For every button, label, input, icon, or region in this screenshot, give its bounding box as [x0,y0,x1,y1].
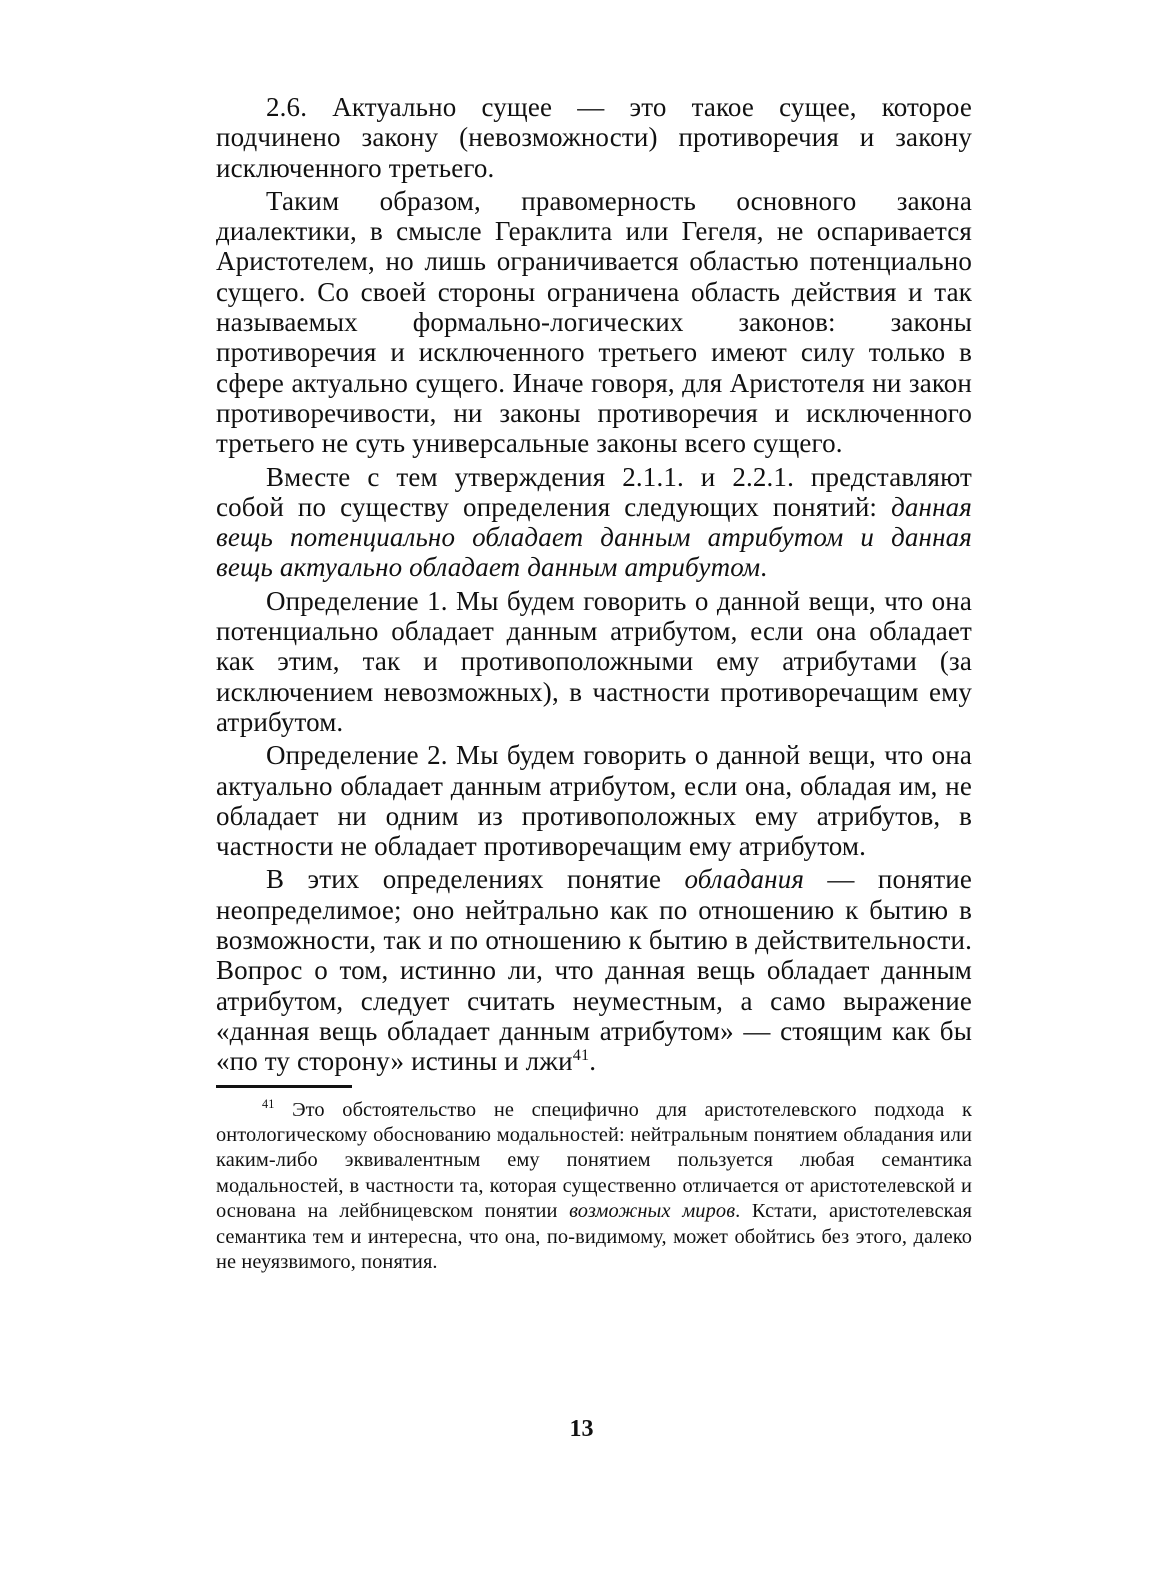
paragraph-text: Определение 1. Мы будем говорить о данной вещи, что она потенциально обладает данным атрибутом, если она обладает как этим, так и противоположными ему атрибутами (за исключением невозможных), в частности противоречащим ему атрибутом. [216,585,972,737]
footnote-emphasis: возможных миров [569,1200,736,1223]
footnote-reference[interactable]: 41 [572,1046,590,1065]
paragraph-text: Таким образом, правомерность основного закона диалектики, в смысле Гераклита или Гегеля, не оспаривается Аристотелем, но лишь ограничивается областью потенциально сущего. Со своей стороны ограничена область действия и так называемых формально-логических законов: законы противоречия и исключенного третьего имеют силу только в сфере актуально сущего. Иначе говоря, для Аристотеля ни закон противоречивости, ни законы противоречия и исключенного третьего не суть универсальные законы всего сущего. [216,185,972,459]
paragraph-text-end: . [589,1046,597,1077]
footnote-text-end: . Кстати, аристотелевская семантика тем и интересна, что она, по-видимому, может обойтись без этого, далеко не неуязвимого, понятия. [216,1200,972,1273]
footnote-marker: 41 [262,1096,275,1111]
paragraph-text: В этих определениях понятие [266,864,685,895]
paragraph-text-end: . [760,552,768,583]
paragraph-text-continued: — понятие неопределимое; оно нейтрально как по отношению к бытию в возможности, так и по отношению к бытию в действительности. Вопрос о том, истинно ли, что данная вещь обладает данным атрибутом, следует считать неуместным, а само выражение «данная вещь обладает данным атрибутом» — стоящим как бы «по ту сторону» истины и лжи [216,864,972,1077]
page-number: 13 [569,1416,594,1442]
footnote-text: Это обстоятельство не специфично для аристотелевского подхода к онтологическому обоснованию модальностей: нейтральным понятием обладания или каким-либо эквивалентным ему понятием пользуется любая семантика модальностей, в частности та, которая существенно отличается от аристотелевской и основана на лейбницевском понятии [216,1098,972,1223]
emphasis-text: данная вещь потенциально обладает данным атрибутом и данная вещь актуально обладает данным атрибутом [216,491,972,583]
paragraph-text: Вместе с тем утверждения 2.1.1. и 2.2.1. представляют собой по существу определения следующих понятий: [216,461,972,522]
paragraph-definition-1 [216,586,972,737]
paragraph-definition-2 [216,740,972,861]
page-body [216,92,972,1275]
footnote-41 [216,1098,972,1276]
emphasis-text: обладания [684,864,805,895]
paragraph-possession [216,864,972,1076]
footnote-divider [216,1085,352,1088]
paragraph-dialectics [216,186,972,459]
paragraph-text: Определение 2. Мы будем говорить о данной вещи, что она актуально обладает данным атрибутом, если она, обладая им, не обладает ни одним из противоположных ему атрибутов, в частности не обладает противоречащим ему атрибутом. [216,740,972,862]
paragraph-2-6 [216,92,972,183]
paragraph-text: 2.6. Актуально сущее — это такое сущее, которое подчинено закону (невозможности) противоречия и закону исключенного третьего. [216,92,972,183]
paragraph-definitions-intro [216,462,972,583]
